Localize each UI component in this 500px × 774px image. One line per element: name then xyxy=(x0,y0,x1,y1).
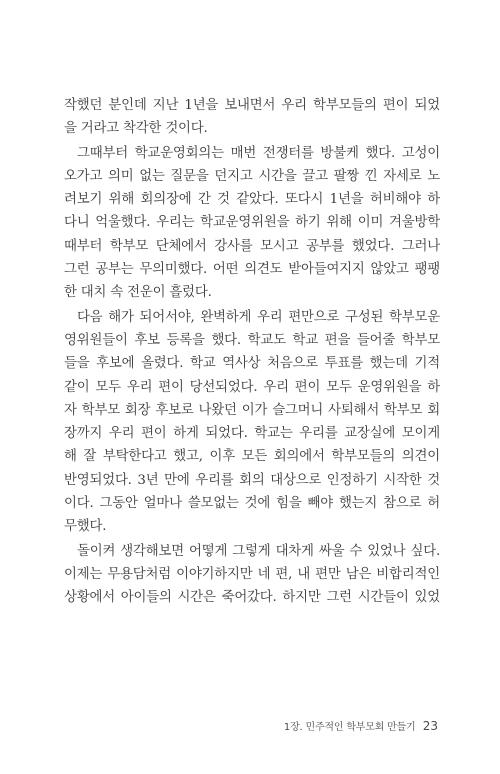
text-line: 반영되었다. 3년 만에 우리를 회의 대상으로 인정하기 시작한 것 xyxy=(64,472,440,488)
text-line: 다니 억울했다. 우리는 학교운영위원을 하기 위해 이미 겨울방학 xyxy=(64,215,440,231)
text-line: 상황에서 아이들의 시간은 죽어갔다. 하지만 그런 시간들이 있었 xyxy=(64,590,440,606)
text-line: 해 잘 부탁한다고 했고, 이후 모든 회의에서 학부모들의 의견이 xyxy=(64,449,440,465)
page-number: 23 xyxy=(422,719,438,733)
text-line: 려보기 위해 회의장에 간 것 같았다. 또다시 1년을 허비해야 하 xyxy=(64,192,440,208)
paragraph xyxy=(64,306,440,539)
text-line: 장까지 우리 편이 하게 되었다. 학교는 우리를 교장실에 모이게 xyxy=(64,426,440,442)
body-text xyxy=(64,94,440,611)
text-line: 무했다. xyxy=(64,519,107,535)
text-line: 을 거라고 착각한 것이다. xyxy=(64,121,208,137)
text-line: 자 학부모 회장 후보로 나왔던 이가 슬그머니 사퇴해서 학부모 회 xyxy=(64,402,440,418)
text-line: 오가고 의미 없는 질문을 던지고 시간을 끌고 팔짱 낀 자세로 노 xyxy=(64,168,440,184)
text-line: 작했던 분인데 지난 1년을 보내면서 우리 학부모들의 편이 되었 xyxy=(64,98,440,113)
running-head: 1장. 민주적인 학부모회 만들기 xyxy=(283,722,416,733)
text-line: 영위원들이 후보 등록을 했다. 학교도 학교 편을 들어줄 학부모 xyxy=(64,332,440,348)
text-line: 들을 후보에 올렸다. 학교 역사상 처음으로 투표를 했는데 기적 xyxy=(64,356,440,372)
text-line: 그때부터 학교운영회의는 매번 전쟁터를 방불케 했다. 고성이 xyxy=(77,145,440,161)
text-line: 다음 해가 되어서야, 완벽하게 우리 편만으로 구성된 학부모운 xyxy=(77,309,440,325)
text-line: 때부터 학부모 단체에서 강사를 모시고 공부를 했었다. 그러나 xyxy=(64,238,440,254)
paragraph xyxy=(64,94,440,141)
text-line: 그런 공부는 무의미했다. 어떤 의견도 받아들여지지 않았고 팽팽 xyxy=(64,262,440,278)
text-line: 같이 모두 우리 편이 당선되었다. 우리 편이 모두 운영위원을 하 xyxy=(64,379,440,395)
text-line: 돌이켜 생각해보면 어떻게 그렇게 대차게 싸울 수 있었나 싶다. xyxy=(77,543,440,559)
page-footer xyxy=(284,718,438,733)
paragraph xyxy=(64,142,440,305)
text-line: 한 대치 속 전운이 흘렀다. xyxy=(64,285,212,301)
text-line: 이다. 그동안 얼마나 쓸모없는 것에 힘을 빼야 했는지 참으로 허 xyxy=(64,496,440,512)
paragraph xyxy=(64,540,440,610)
text-line: 이제는 무용담처럼 이야기하지만 네 편, 내 편만 남은 비합리적인 xyxy=(64,566,440,582)
